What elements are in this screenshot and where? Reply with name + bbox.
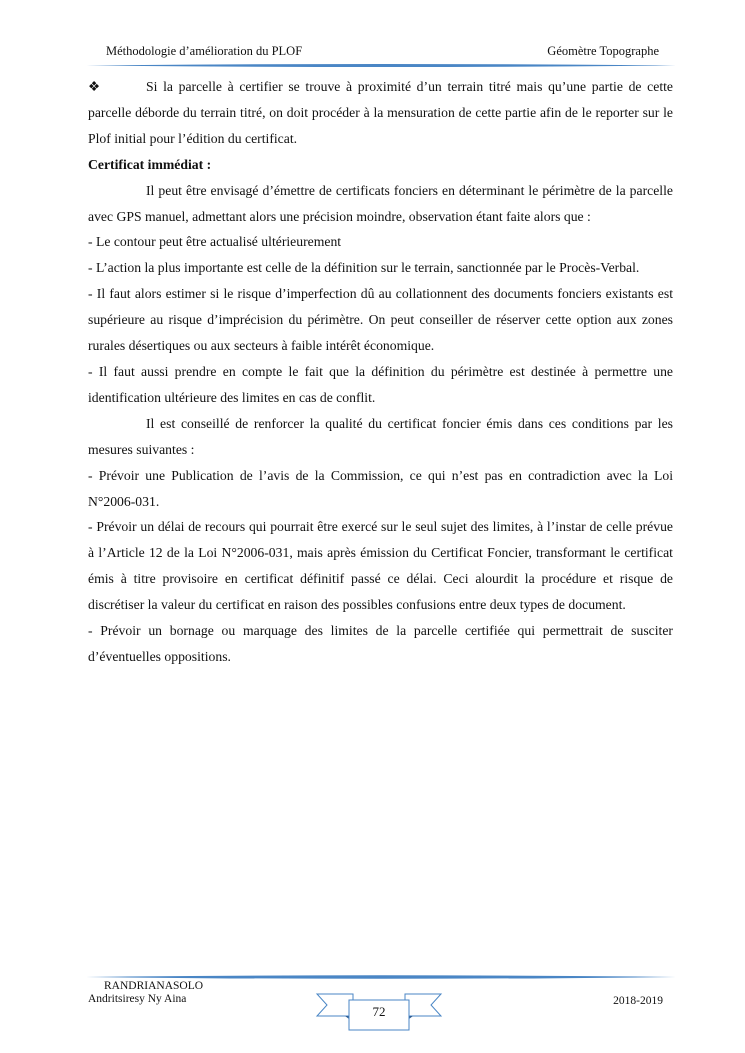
header-document-title: Méthodologie d’amélioration du PLOF [106, 44, 303, 58]
section-heading: Certificat immédiat : [88, 156, 212, 172]
list-item: - Le contour peut être actualisé ultérieurement [88, 234, 342, 250]
bullet-paragraph [88, 74, 673, 152]
list-item: - Prévoir un délai de recours qui pourrait être exercé sur le seul sujet des limites, à l’instar de celle prévue à l’Article 12 de la Loi N°2006-031, mais après émission du Certificat Foncier, transformant le certificat émis à titre provisoire en certificat définitif passé ce délai. Ceci alourdit la procédure et risque de discrétiser la valeur du certificat en raison des possibles confusions entre deux types de document. [88, 519, 673, 613]
author-surname: RANDRIANASOLO [104, 980, 204, 992]
header-divider [86, 63, 676, 68]
diamond-bullet-icon: ❖ [88, 79, 101, 94]
page-header [88, 44, 673, 62]
list-item: - L’action la plus importante est celle de la définition sur le terrain, sanctionnée par le Procès-Verbal. [88, 260, 640, 276]
footer-author [88, 980, 203, 1006]
list-item: - Prévoir une Publication de l’avis de la Commission, ce qui n’est pas en contradiction avec la Loi N°2006-031. [88, 467, 673, 509]
academic-year: 2018-2019 [613, 995, 663, 1007]
measures-paragraph: Il est conseillé de renforcer la qualité du certificat foncier émis dans ces conditions par les mesures suivantes : [88, 415, 673, 457]
page-body [88, 74, 673, 670]
list-item: - Il faut aussi prendre en compte le fait que la définition du périmètre est destinée à permettre une identification ultérieure des limites en cas de conflit. [88, 363, 673, 405]
page-number: 72 [372, 1004, 386, 1019]
header-author-role: Géomètre Topographe [547, 44, 659, 58]
intro-paragraph: Il peut être envisagé d’émettre de certificats fonciers en déterminant le périmètre de la parcelle avec GPS manuel, admettant alors une précision moindre, observation étant faite alors que : [88, 182, 673, 224]
list-item: - Il faut alors estimer si le risque d’imperfection dû au collationnent des documents fonciers existants est supérieure au risque d’imprécision du périmètre. On peut conseiller de réserver cette option aux zones rurales désertiques ou aux secteurs à faible intérêt économique. [88, 286, 673, 354]
list-item: - Prévoir un bornage ou marquage des limites de la parcelle certifiée qui permettrait de susciter d’éventuelles oppositions. [88, 623, 673, 664]
paragraph-text: Si la parcelle à certifier se trouve à proximité d’un terrain titré mais qu’une partie de cette parcelle déborde du terrain titré, on doit procéder à la mensuration de cette partie afin de le reporter sur le Plof initial pour l’édition du certificat. [88, 79, 673, 146]
author-given-names: Andritsiresy Ny Aina [88, 993, 187, 1005]
